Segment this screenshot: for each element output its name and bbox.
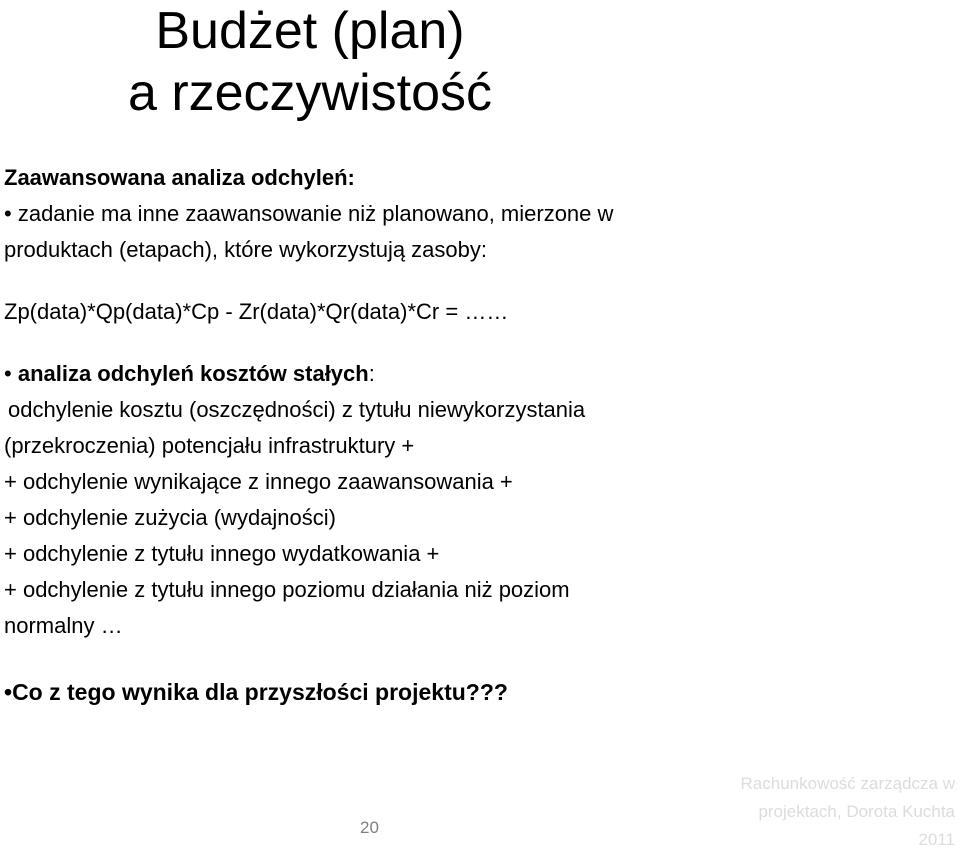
footer-line: 2011: [918, 830, 955, 849]
detail-line: + odchylenie z tytułu innego poziomu działania niż poziom: [4, 577, 570, 602]
detail-line: + odchylenie z tytułu innego wydatkowania +: [4, 541, 440, 566]
footer-line: projektach, Dorota Kuchta: [758, 802, 955, 821]
footer-line: Rachunkowość zarządcza w: [740, 774, 955, 793]
bullet-item: [4, 674, 954, 710]
bullet-marker: •: [4, 201, 12, 226]
detail-line: normalny …: [4, 613, 123, 638]
bullet-marker: •: [4, 361, 12, 386]
detail-line: (przekroczenia) potencjału infrastruktury +: [4, 433, 415, 458]
slide-title: [0, 0, 620, 124]
bullet-label: analiza odchyleń kosztów stałych: [17, 361, 369, 386]
bullet-item: [4, 196, 954, 232]
page-number: 20: [360, 818, 379, 837]
detail-line: + odchylenie wynikające z innego zaawansowania +: [4, 469, 513, 494]
detail-line: + odchylenie zużycia (wydajności): [4, 505, 336, 530]
formula: Zp(data)*Qp(data)*Cp - Zr(data)*Qr(data)*Cr = ……: [4, 299, 509, 324]
section-heading: Zaawansowana analiza odchyleń:: [4, 165, 355, 190]
bullet-marker: •: [4, 679, 13, 705]
bullet-item: [4, 356, 954, 392]
title-line-2: a rzeczywistość: [127, 64, 493, 122]
slide-content: [4, 160, 954, 710]
bullet-line: zadanie ma inne zaawansowanie niż planowano, mierzone w: [17, 201, 614, 226]
bullet-colon: :: [368, 361, 375, 386]
slide-footer: [715, 770, 955, 854]
closing-question: Co z tego wynika dla przyszłości projektu???: [12, 679, 508, 705]
detail-line: odchylenie kosztu (oszczędności) z tytułu niewykorzystania: [8, 397, 586, 422]
title-line-1: Budżet (plan): [155, 2, 465, 60]
bullet-continuation: produktach (etapach), które wykorzystują zasoby:: [4, 237, 488, 262]
